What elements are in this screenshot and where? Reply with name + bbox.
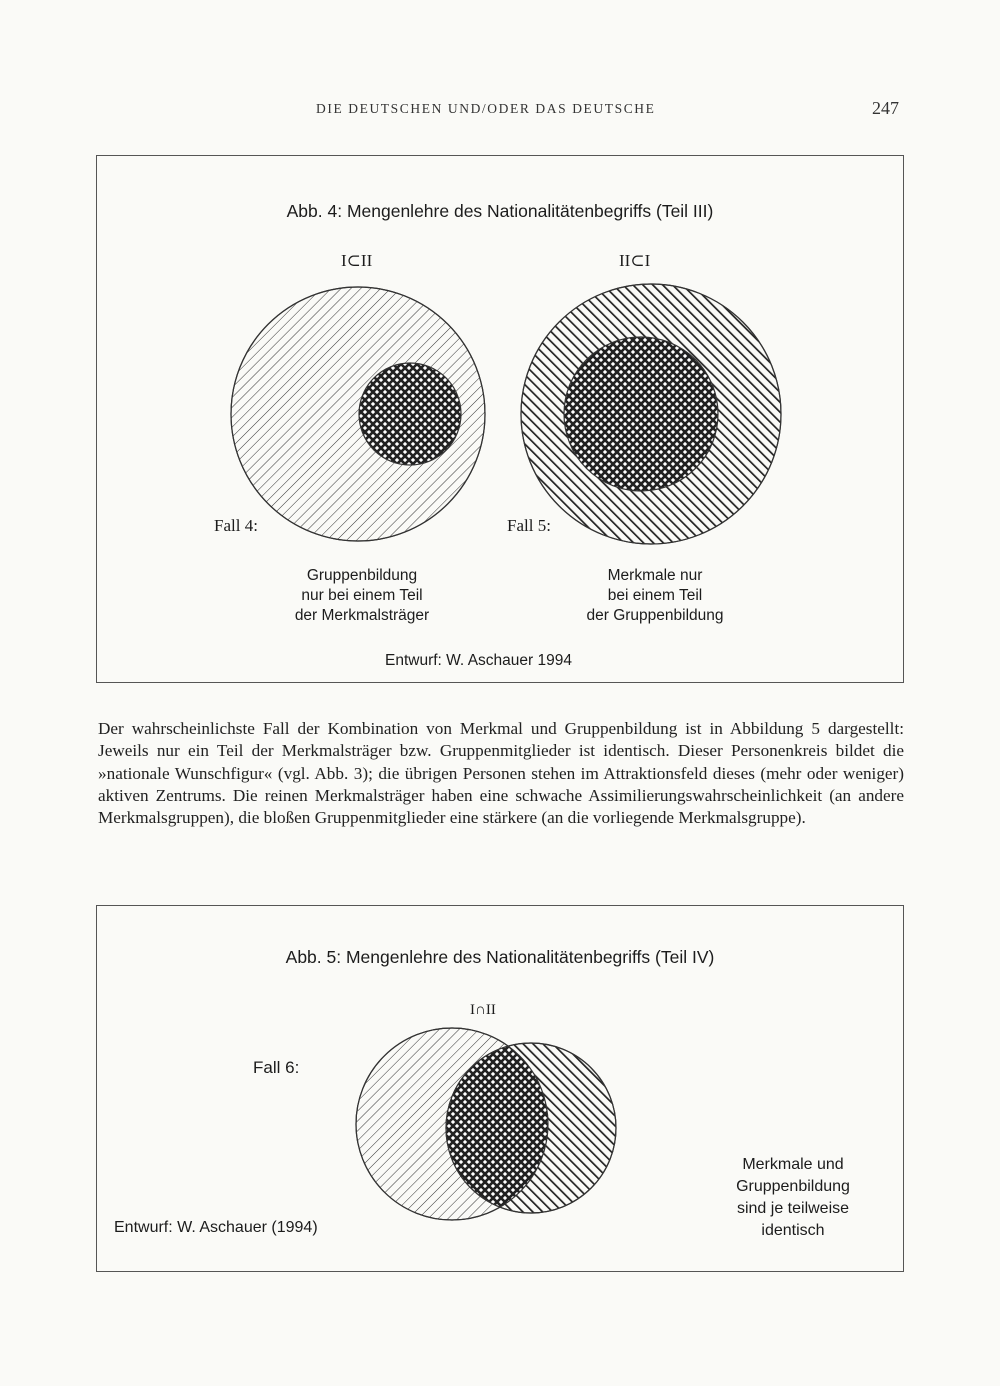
caption-line: sind je teilweise <box>736 1200 850 1217</box>
caption-line: nur bei einem Teil <box>301 587 423 604</box>
fig5-caption <box>701 1154 885 1242</box>
running-header: DIE DEUTSCHEN UND/ODER DAS DEUTSCHE <box>316 101 656 116</box>
fig5-credit: Entwurf: W. Aschauer (1994) <box>114 1219 318 1236</box>
figure-4 <box>96 155 904 683</box>
fig4-case-5-label: Fall 5: <box>507 516 551 535</box>
figure-4-diagram <box>97 156 905 684</box>
fig4-left-caption <box>267 566 457 626</box>
caption-line: der Merkmalsträger <box>294 607 430 624</box>
fig5-right-inner-circle <box>564 337 718 491</box>
fig5-case-label: Fall 6: <box>253 1058 300 1077</box>
fig4-credit: Entwurf: W. Aschauer 1994 <box>385 652 572 669</box>
caption-line: Gruppenbildung <box>736 1178 850 1195</box>
figure-4-title: Abb. 4: Mengenlehre des Nationalitätenbegriffs (Teil III) <box>286 201 714 221</box>
fig5-symbol: I∩II <box>470 1002 496 1018</box>
fig4-case-4-label: Fall 4: <box>214 516 258 535</box>
body-paragraph-text: Der wahrscheinlichste Fall der Kombination von Merkmal und Gruppenbildung ist in Abbildung 5 dargestellt: Jeweils nur ein Teil der Merkmalsträger bzw. Gruppenmitglieder ist identisch. Dieser Personenkreis bildet die »nationale Wunschfigur« (vgl. Abb. 3); die übrigen Personen stehen im Attraktionsfeld dieses (mehr oder weniger) aktiven Zentrums. Die reinen Merkmalsträger haben eine schwache Assimilierungswahrscheinlichkeit (an andere Merkmalsgruppen), die bloßen Gruppenmitglieder eine stärkere (an die vorliegende Merkmalsgruppe). <box>98 719 904 828</box>
fig4-right-symbol: II⊂I <box>619 251 651 270</box>
caption-line: Gruppenbildung <box>306 567 418 584</box>
caption-line: bei einem Teil <box>607 587 703 604</box>
body-paragraph <box>98 718 904 829</box>
caption-line: Merkmale und <box>742 1156 844 1173</box>
page-number: 247 <box>872 98 899 118</box>
caption-line: der Gruppenbildung <box>586 607 724 624</box>
figure-5 <box>96 905 904 1272</box>
caption-line: identisch <box>761 1222 825 1239</box>
figure-5-title: Abb. 5: Mengenlehre des Nationalitätenbegriffs (Teil IV) <box>285 947 715 967</box>
fig4-left-inner-circle <box>359 363 461 465</box>
caption-line: Merkmale nur <box>607 567 703 584</box>
fig4-left-symbol: I⊂II <box>341 251 373 270</box>
fig4-right-caption <box>557 566 753 626</box>
